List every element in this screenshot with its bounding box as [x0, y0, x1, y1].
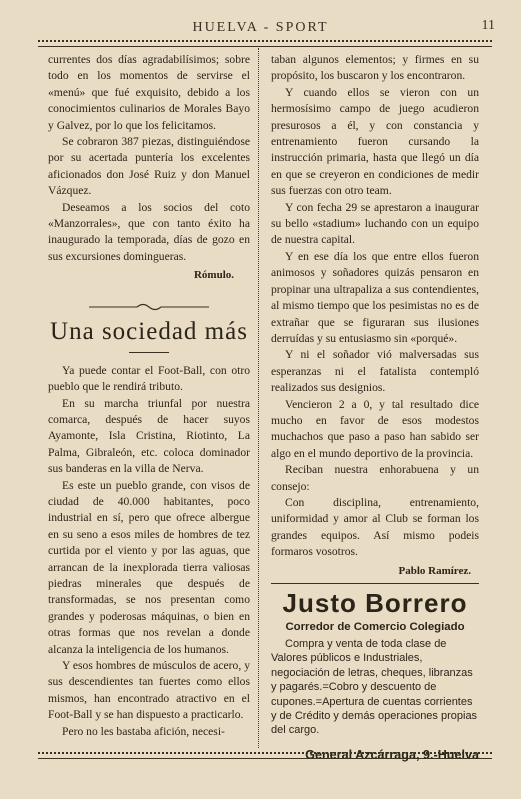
paragraph: currentes dos días agradabilísimos; sobre todo en los momentos de servirse el «menú» que fué exquisito, debido a los conocimientos culinarios de Morales Bayo y Galvez, por lo que los felicitamos. [48, 53, 250, 132]
paragraph: Reciban nuestra enhorabuena y un consejo: [271, 463, 479, 493]
advertiser-address: General Azcárraga, 9.-Huelva [305, 747, 479, 762]
paragraph: Pero no les bastaba afición, necesi- [62, 724, 225, 738]
paragraph: taban algunos elementos; y firmes en su propósito, los buscaron y los encontraron. [271, 53, 479, 83]
magazine-title: HUELVA - SPORT [192, 20, 329, 35]
paragraph: En su marcha triunfal por nuestra comarca, después de hacer suyos Ayamonte, Isla Cristina, Riotinto, La Palma, Gibraleón, etc. coloca dominador sus banderas en la villa de Nerva. [48, 396, 250, 476]
page-header [0, 14, 521, 36]
author-signature: Rómulo. [193, 269, 234, 282]
advertisement-rule [271, 583, 479, 584]
right-column [271, 52, 479, 762]
column-divider [258, 48, 259, 748]
ornament-divider-icon [89, 302, 209, 312]
paragraph: Ya puede contar el Foot-Ball, con otro pueblo que le rendirá tributo. [48, 363, 250, 394]
top-border-rule [38, 40, 492, 47]
article-title: Una sociedad más [50, 317, 248, 345]
page-number: 11 [481, 18, 495, 33]
author-signature: Pablo Ramírez. [398, 564, 471, 577]
paragraph: Es este un pueblo grande, con visos de ciudad de 40.000 habitantes, poco industrial en sí, pero que ofrece albergue en su seno a esos miles de hombres de tez curtida por el viento y por las aguas, que arrancan de la inexplorada tierra valiosas piedras minerales que después de transformadas, se nos presentan como grandes y poderosas máquinas, o bien en otras formas que nos revelan a donde alcanza la inteligencia de los humanos. [48, 478, 250, 656]
paragraph: Y con fecha 29 se aprestaron a inaugurar su bello «stadium» luchando con un equipo de nuestra capital. [271, 200, 479, 247]
advertiser-name: Justo Borrero [282, 588, 468, 618]
paragraph: Vencieron 2 a 0, y tal resultado dice mucho en favor de esos modestos muchachos que paso a paso han sabido ser algo en el mundo deportivo de la provincia. [271, 397, 479, 460]
paragraph: Deseamos a los socios del coto «Manzorrales», que con tanto éxito ha inaugurado la temporada, días de gozo en sus excursiones domingueras. [48, 200, 250, 263]
title-underline [129, 352, 169, 353]
paragraph: Y ni el soñador vió malversadas sus esperanzas ni el fatalista contempló realizados sus designios. [271, 348, 479, 395]
advertisement-body: Compra y venta de toda clase de Valores públicos e Industriales, negociación de letras, cheques, libranzas y pagarés.=Cobro y descuento de cupones.=Apertura de cuentas corrientes y de Crédito y demás operaciones propias del cargo. [271, 638, 478, 737]
paragraph: Se cobraron 387 piezas, distinguiéndose por su acertada puntería los excelentes aficionados don José Ruiz y don Manuel Vázquez. [48, 135, 250, 198]
paragraph: Y en ese día los que entre ellos fueron animosos y soñadores quizás pensaron en propinar una ultrapaliza a sus contendientes, al mismo tiempo que los pesimistas no es de extrañar que se figuraran sus ilusiones derruídas y su entusiasmo sin «porqué». [271, 249, 479, 345]
paragraph: Y esos hombres de músculos de acero, y sus descendientes tan fuertes como ellos mismos, han encontrado atractivo en el Foot-Ball y se han dispuesto a practicarlo. [48, 659, 250, 722]
paragraph: Con disciplina, entrenamiento, uniformidad y amor al Club se forman los grandes equipos. Así mismo podeis formaros vosotros. [271, 495, 479, 559]
advertiser-subtitle: Corredor de Comercio Colegiado [285, 621, 465, 633]
left-column [48, 52, 250, 740]
bottom-border-rule [38, 752, 492, 759]
advertisement [271, 588, 479, 762]
paragraph: Y cuando ellos se vieron con un hermosísimo campo de juego acudieron presurosos a él, y con constancia y entrenamiento fueron cursando la instrucción primaria, hasta que llegó un día en que se creyeron en condiciones de medir sus fuerzas con otro team. [271, 85, 479, 198]
